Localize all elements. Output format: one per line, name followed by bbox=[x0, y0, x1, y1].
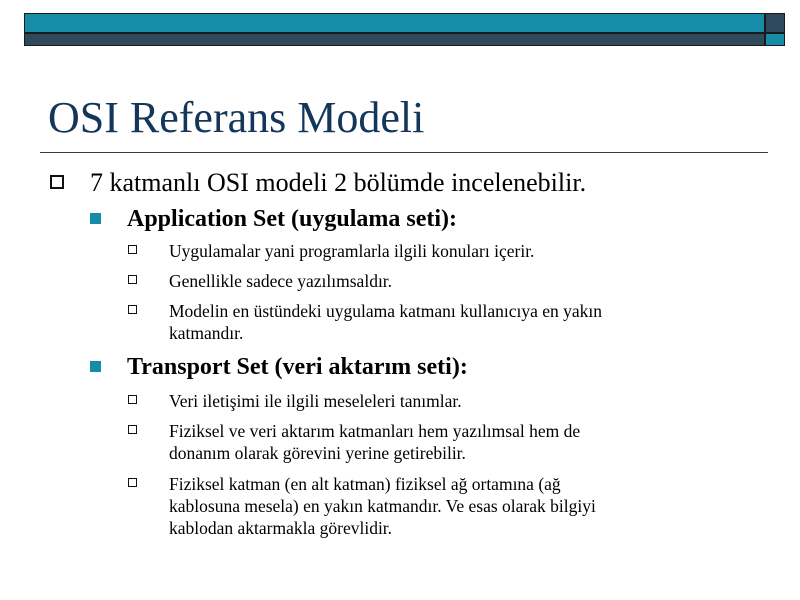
hollow-square-bullet-icon bbox=[50, 175, 64, 189]
section-heading-text: Application Set (uygulama seti): bbox=[127, 206, 457, 232]
list-item-text: Genellikle sadece yazılımsaldır. bbox=[169, 271, 393, 291]
list-item-text-line: Fiziksel ve veri aktarım katmanları hem yazılımsal hem de bbox=[169, 421, 581, 441]
small-hollow-square-bullet-icon bbox=[128, 305, 137, 314]
list-item-text-line: katmandır. bbox=[169, 323, 244, 343]
small-hollow-square-bullet-icon bbox=[128, 478, 137, 487]
list-item bbox=[128, 270, 392, 292]
section-heading-application-set bbox=[90, 205, 457, 233]
list-item-text-line: Modelin en üstündeki uygulama katmanı kullanıcıya en yakın bbox=[169, 301, 603, 321]
header-bar-bottom bbox=[24, 33, 765, 46]
header-square-bottom bbox=[765, 33, 785, 46]
list-item-text-line: kablosuna mesela) en yakın katmandır. Ve esas olarak bilgiyi bbox=[169, 496, 596, 516]
small-hollow-square-bullet-icon bbox=[128, 275, 137, 284]
list-item-text-line: Fiziksel katman (en alt katman) fiziksel ağ ortamına (ağ bbox=[169, 474, 561, 494]
section-heading-transport-set bbox=[90, 353, 468, 381]
list-item bbox=[128, 390, 462, 412]
list-item bbox=[128, 473, 596, 539]
list-item bbox=[128, 420, 580, 464]
slide-title: OSI Referans Modeli bbox=[48, 93, 425, 142]
header-bar-top bbox=[24, 13, 765, 33]
header-square-top bbox=[765, 13, 785, 33]
main-point bbox=[50, 168, 586, 198]
filled-square-bullet-icon bbox=[90, 361, 101, 372]
small-hollow-square-bullet-icon bbox=[128, 425, 137, 434]
list-item bbox=[128, 300, 602, 344]
list-item bbox=[128, 240, 534, 262]
list-item-text-line: donanım olarak görevini yerine getirebilir. bbox=[169, 443, 466, 463]
list-item-text: Uygulamalar yani programlarla ilgili konuları içerir. bbox=[169, 241, 535, 261]
title-divider bbox=[40, 152, 768, 153]
section-heading-text: Transport Set (veri aktarım seti): bbox=[127, 354, 468, 380]
small-hollow-square-bullet-icon bbox=[128, 245, 137, 254]
filled-square-bullet-icon bbox=[90, 213, 101, 224]
list-item-text-line: kablodan aktarmakla görevlidir. bbox=[169, 518, 393, 538]
small-hollow-square-bullet-icon bbox=[128, 395, 137, 404]
main-point-text: 7 katmanlı OSI modeli 2 bölümde incelenebilir. bbox=[90, 168, 587, 197]
list-item-text: Veri iletişimi ile ilgili meseleleri tanımlar. bbox=[169, 391, 462, 411]
